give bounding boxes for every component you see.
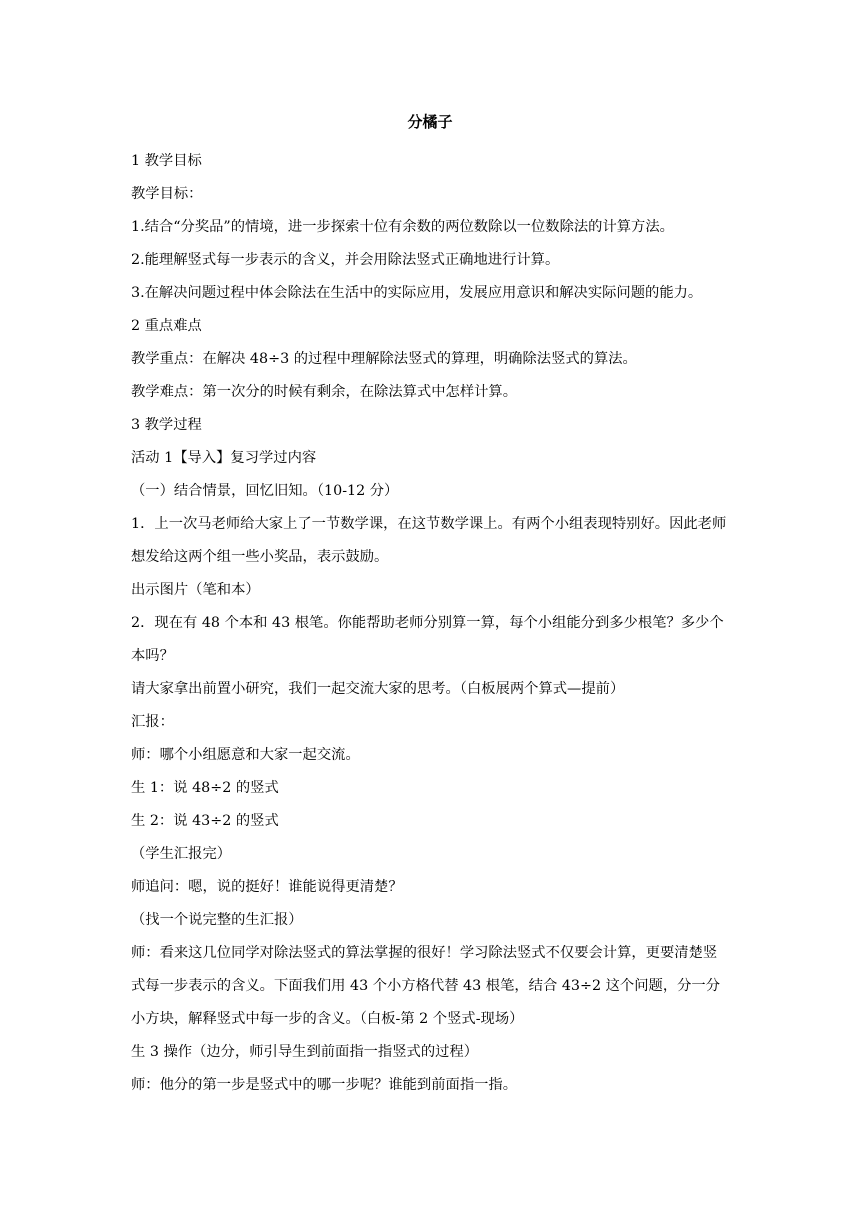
process-paragraph: 2．现在有 48 个本和 43 根笔。你能帮助老师分别算一算，每个小组能分到多少根笔？多少个本吗？	[131, 615, 724, 664]
process-paragraph: 师：看来这几位同学对除法竖式的算法掌握的很好！学习除法竖式不仅要会计算，更要清楚竖式每一步表示的含义。下面我们用 43 个小方格代替 43 根笔，结合 43÷2 这个问题，分一分小方块，解释竖式中每一步的含义。（白板-第 2 个竖式-现场）	[131, 945, 721, 1027]
activity-heading: 活动 1【导入】复习学过内容	[131, 450, 317, 466]
process-paragraph: 师：他分的第一步是竖式中的哪一步呢？谁能到前面指一指。	[131, 1077, 518, 1093]
process-paragraph: （找一个说完整的生汇报）	[131, 912, 303, 928]
process-paragraph: 请大家拿出前置小研究，我们一起交流大家的思考。（白板展两个算式—提前）	[131, 681, 625, 697]
document-title: 分橘子	[407, 113, 453, 131]
objective-item-3: 3.在解决问题过程中体会除法在生活中的实际应用，发展应用意识和解决实际问题的能力。	[131, 285, 703, 301]
process-paragraph: 生 3 操作（边分，师引导生到前面指一指竖式的过程）	[131, 1044, 479, 1060]
objective-item-2: 2.能理解竖式每一步表示的含义，并会用除法竖式正确地进行计算。	[131, 252, 560, 268]
process-paragraph: 生 2：说 43÷2 的竖式	[131, 813, 279, 829]
process-paragraph: 1．上一次马老师给大家上了一节数学课，在这节数学课上。有两个小组表现特别好。因此老师想发给这两个组一些小奖品，表示鼓励。	[131, 516, 727, 565]
process-paragraph: 生 1：说 48÷2 的竖式	[131, 780, 279, 796]
document-body	[131, 145, 731, 1102]
objective-item-1: 1.结合“分奖品”的情境，进一步探索十位有余数的两位数除以一位数除法的计算方法。	[131, 219, 674, 235]
process-paragraph: （学生汇报完）	[131, 846, 232, 862]
process-paragraph: 师追问：嗯，说的挺好！谁能说得更清楚？	[131, 879, 403, 895]
key-point-focus: 教学重点：在解决 48÷3 的过程中理解除法竖式的算理，明确除法竖式的算法。	[131, 351, 637, 367]
activity-subheading: （一）结合情景，回忆旧知。（10-12 分）	[131, 483, 399, 499]
section-heading-key-points: 2 重点难点	[131, 318, 202, 334]
section-heading-process: 3 教学过程	[131, 417, 202, 433]
process-paragraph: 汇报：	[131, 714, 174, 730]
objectives-label: 教学目标：	[131, 186, 203, 202]
process-paragraph: 师：哪个小组愿意和大家一起交流。	[131, 747, 360, 763]
process-paragraph: 出示图片（笔和本）	[131, 582, 260, 598]
section-heading-objectives: 1 教学目标	[131, 153, 202, 169]
key-point-difficulty: 教学难点：第一次分的时候有剩余，在除法算式中怎样计算。	[131, 384, 518, 400]
